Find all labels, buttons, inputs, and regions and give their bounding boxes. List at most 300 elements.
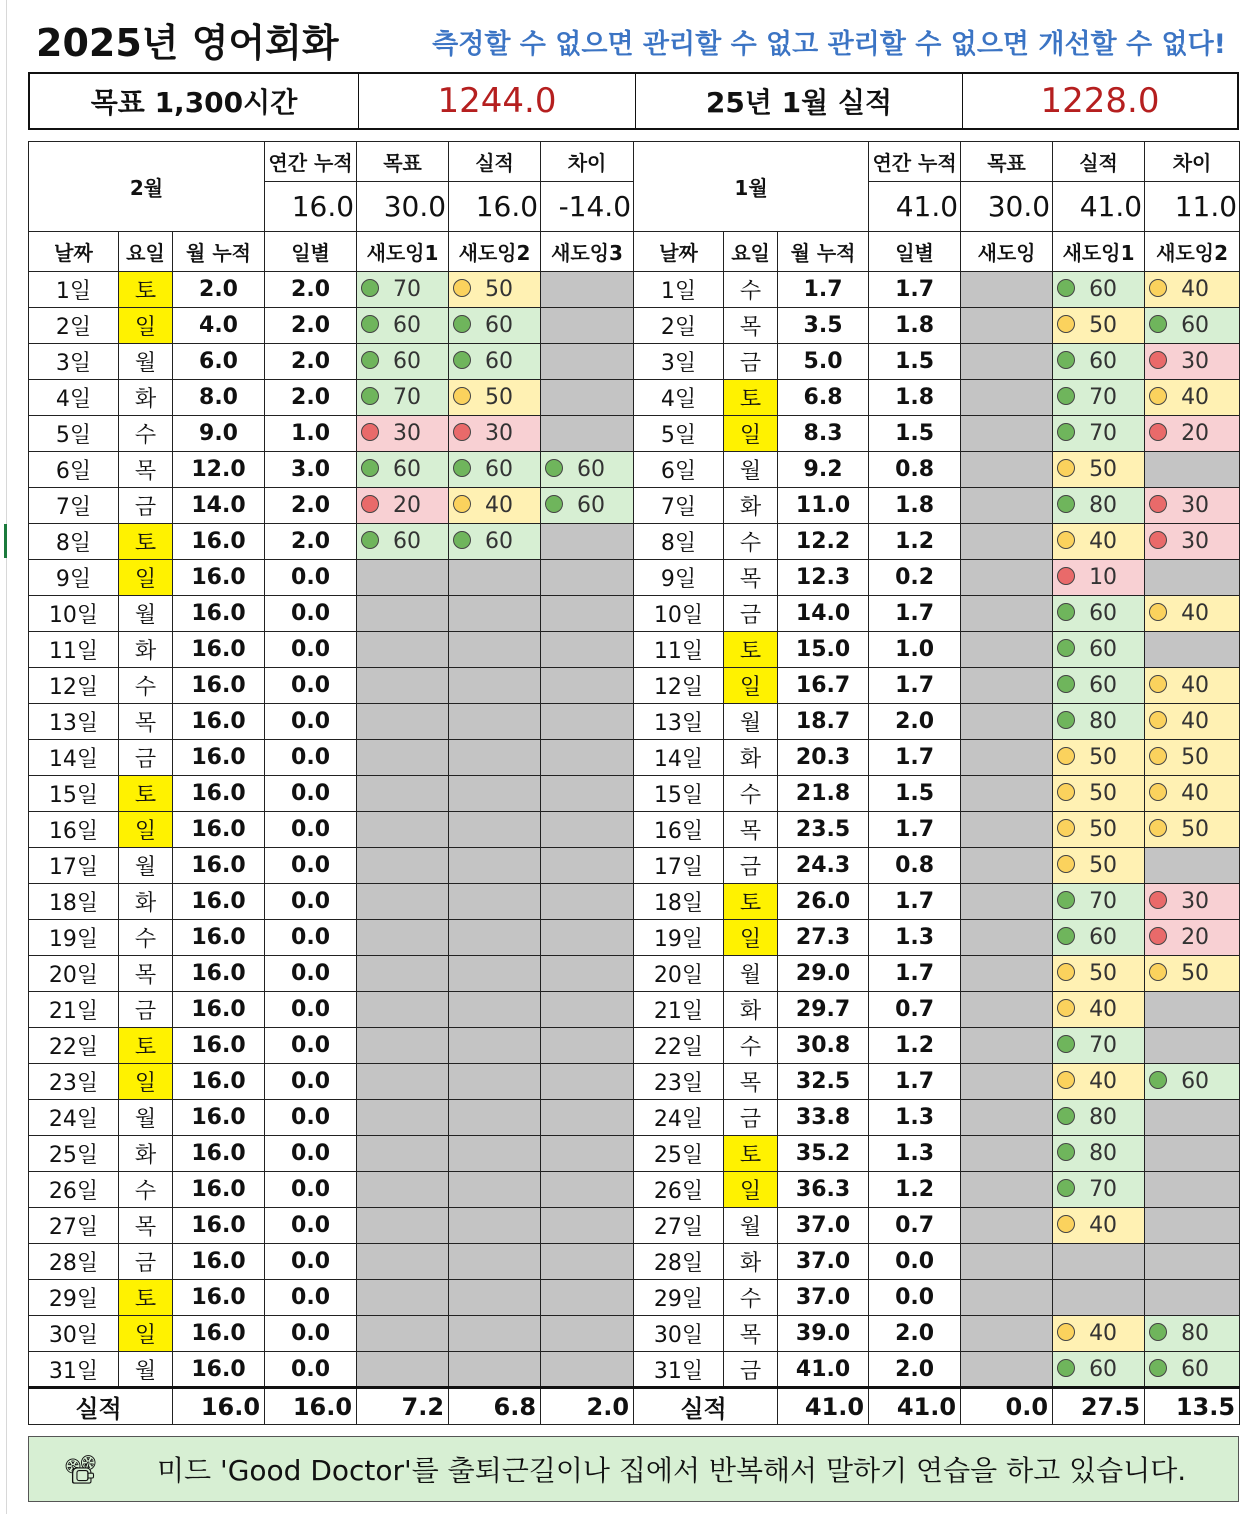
feb-weekday-cell[interactable]: 일 <box>119 1316 173 1352</box>
jan-daily-cell[interactable]: 1.7 <box>869 740 961 776</box>
feb-date-cell[interactable]: 3일 <box>29 344 119 380</box>
jan-shadowing2-cell[interactable] <box>1145 776 1240 812</box>
jan-cumulative-cell[interactable]: 3.5 <box>778 308 869 344</box>
feb-shadowing2-cell-empty[interactable] <box>449 992 541 1028</box>
feb-date-cell[interactable]: 25일 <box>29 1136 119 1172</box>
jan-daily-cell[interactable]: 2.0 <box>869 1352 961 1388</box>
jan-daily-cell[interactable]: 1.8 <box>869 488 961 524</box>
feb-cumulative-cell[interactable]: 16.0 <box>173 524 265 560</box>
feb-shadowing3-cell[interactable] <box>541 488 634 524</box>
feb-shadowing2-cell-empty[interactable] <box>449 1316 541 1352</box>
jan-weekday-cell[interactable]: 토 <box>724 380 778 416</box>
feb-shadowing2-cell-empty[interactable] <box>449 848 541 884</box>
feb-weekday-cell[interactable]: 수 <box>119 1172 173 1208</box>
jan-date-cell[interactable]: 31일 <box>634 1352 724 1388</box>
jan-date-cell[interactable]: 20일 <box>634 956 724 992</box>
feb-shadowing1-cell[interactable] <box>357 272 449 308</box>
jan-daily-cell[interactable]: 1.7 <box>869 956 961 992</box>
column-header[interactable]: 새도잉2 <box>449 232 541 272</box>
jan-cumulative-cell[interactable]: 32.5 <box>778 1064 869 1100</box>
jan-date-cell[interactable]: 2일 <box>634 308 724 344</box>
feb-daily-cell[interactable]: 0.0 <box>265 884 357 920</box>
jan-date-cell[interactable]: 27일 <box>634 1208 724 1244</box>
jan-shadowing2-cell-empty[interactable] <box>1145 632 1240 668</box>
goal-label-cell[interactable] <box>30 74 359 128</box>
feb-shadowing1-cell-empty[interactable] <box>357 1100 449 1136</box>
jan-shadowing1-cell[interactable] <box>1053 1028 1145 1064</box>
jan-diff-value[interactable]: 11.0 <box>1145 182 1240 232</box>
feb-shadowing3-cell-empty[interactable] <box>541 1208 634 1244</box>
feb-weekday-cell[interactable]: 금 <box>119 992 173 1028</box>
column-header[interactable]: 월 누적 <box>778 232 869 272</box>
feb-weekday-cell[interactable]: 토 <box>119 776 173 812</box>
jan-shadowing1-cell[interactable] <box>1053 524 1145 560</box>
jan-daily-cell[interactable]: 1.0 <box>869 632 961 668</box>
jan-shadowing2-cell[interactable] <box>1145 524 1240 560</box>
feb-shadowing1-cell-empty[interactable] <box>357 668 449 704</box>
feb-date-cell[interactable]: 1일 <box>29 272 119 308</box>
feb-date-cell[interactable]: 30일 <box>29 1316 119 1352</box>
feb-weekday-cell[interactable]: 일 <box>119 1064 173 1100</box>
jan-weekday-cell[interactable]: 월 <box>724 1208 778 1244</box>
jan-shadowing1-cell[interactable] <box>1053 596 1145 632</box>
feb-shadowing2-cell-empty[interactable] <box>449 668 541 704</box>
jan-cumulative-cell[interactable]: 35.2 <box>778 1136 869 1172</box>
feb-weekday-cell[interactable]: 목 <box>119 452 173 488</box>
jan-date-cell[interactable]: 3일 <box>634 344 724 380</box>
feb-shadowing3-cell-empty[interactable] <box>541 1244 634 1280</box>
feb-shadowing3-cell-empty[interactable] <box>541 344 634 380</box>
jan-shadowing1-cell[interactable] <box>1053 380 1145 416</box>
jan-shadowing-cell[interactable] <box>961 272 1053 308</box>
feb-shadowing1-cell-empty[interactable] <box>357 992 449 1028</box>
jan-total-cell[interactable]: 27.5 <box>1053 1388 1145 1425</box>
feb-shadowing3-cell-empty[interactable] <box>541 1280 634 1316</box>
feb-daily-cell[interactable]: 0.0 <box>265 560 357 596</box>
jan-total-cell[interactable]: 41.0 <box>778 1388 869 1425</box>
jan-daily-cell[interactable]: 1.3 <box>869 1136 961 1172</box>
jan-shadowing2-cell-empty[interactable] <box>1145 1280 1240 1316</box>
feb-cumulative-cell[interactable]: 16.0 <box>173 1172 265 1208</box>
feb-shadowing1-cell-empty[interactable] <box>357 1028 449 1064</box>
jan-shadowing2-cell[interactable] <box>1145 668 1240 704</box>
feb-shadowing3-cell[interactable] <box>541 452 634 488</box>
jan-shadowing1-cell[interactable] <box>1053 560 1145 596</box>
jan-shadowing2-cell[interactable] <box>1145 1352 1240 1388</box>
feb-daily-cell[interactable]: 0.0 <box>265 1136 357 1172</box>
jan-shadowing-cell[interactable] <box>961 1316 1053 1352</box>
feb-weekday-cell[interactable]: 금 <box>119 488 173 524</box>
feb-cumulative-cell[interactable]: 16.0 <box>173 956 265 992</box>
feb-shadowing2-cell-empty[interactable] <box>449 632 541 668</box>
feb-daily-cell[interactable]: 3.0 <box>265 452 357 488</box>
feb-daily-cell[interactable]: 0.0 <box>265 632 357 668</box>
jan-date-cell[interactable]: 22일 <box>634 1028 724 1064</box>
jan-shadowing-cell[interactable] <box>961 1136 1053 1172</box>
column-header[interactable]: 날짜 <box>29 232 119 272</box>
feb-shadowing3-cell-empty[interactable] <box>541 1172 634 1208</box>
feb-shadowing1-cell-empty[interactable] <box>357 1352 449 1388</box>
feb-daily-cell[interactable]: 0.0 <box>265 1352 357 1388</box>
feb-daily-cell[interactable]: 1.0 <box>265 416 357 452</box>
jan-date-cell[interactable]: 5일 <box>634 416 724 452</box>
jan-shadowing2-cell-empty[interactable] <box>1145 992 1240 1028</box>
feb-date-cell[interactable]: 15일 <box>29 776 119 812</box>
feb-shadowing2-cell[interactable] <box>449 308 541 344</box>
jan-daily-cell[interactable]: 1.2 <box>869 524 961 560</box>
feb-shadowing3-cell-empty[interactable] <box>541 524 634 560</box>
jan-shadowing-cell[interactable] <box>961 884 1053 920</box>
feb-weekday-cell[interactable]: 금 <box>119 1244 173 1280</box>
jan-shadowing1-cell[interactable] <box>1053 1136 1145 1172</box>
feb-weekday-cell[interactable]: 목 <box>119 956 173 992</box>
feb-date-cell[interactable]: 20일 <box>29 956 119 992</box>
jan-daily-cell[interactable]: 2.0 <box>869 1316 961 1352</box>
jan-actual-value[interactable]: 41.0 <box>1053 182 1145 232</box>
feb-total-cell[interactable]: 6.8 <box>449 1388 541 1425</box>
jan-weekday-cell[interactable]: 토 <box>724 884 778 920</box>
feb-shadowing2-cell-empty[interactable] <box>449 704 541 740</box>
feb-date-cell[interactable]: 27일 <box>29 1208 119 1244</box>
feb-shadowing2-cell-empty[interactable] <box>449 1208 541 1244</box>
jan-shadowing1-cell-empty[interactable] <box>1053 1244 1145 1280</box>
jan-weekday-cell[interactable]: 금 <box>724 848 778 884</box>
feb-daily-cell[interactable]: 2.0 <box>265 344 357 380</box>
feb-annual-label[interactable]: 연간 누적 <box>265 142 357 182</box>
jan-shadowing2-cell-empty[interactable] <box>1145 452 1240 488</box>
jan-shadowing-cell[interactable] <box>961 740 1053 776</box>
jan-daily-cell[interactable]: 1.7 <box>869 884 961 920</box>
feb-daily-cell[interactable]: 0.0 <box>265 704 357 740</box>
jan-shadowing1-cell[interactable] <box>1053 848 1145 884</box>
jan-date-cell[interactable]: 25일 <box>634 1136 724 1172</box>
jan-daily-cell[interactable]: 1.3 <box>869 1100 961 1136</box>
jan-shadowing2-cell[interactable] <box>1145 272 1240 308</box>
jan-target-value[interactable]: 30.0 <box>961 182 1053 232</box>
jan-weekday-cell[interactable]: 토 <box>724 1136 778 1172</box>
feb-shadowing1-cell-empty[interactable] <box>357 1064 449 1100</box>
jan-weekday-cell[interactable]: 일 <box>724 668 778 704</box>
jan-total-label[interactable]: 실적 <box>634 1388 778 1425</box>
jan-shadowing-cell[interactable] <box>961 1064 1053 1100</box>
jan-shadowing1-cell[interactable] <box>1053 776 1145 812</box>
feb-daily-cell[interactable]: 0.0 <box>265 848 357 884</box>
feb-cumulative-cell[interactable]: 14.0 <box>173 488 265 524</box>
feb-daily-cell[interactable]: 2.0 <box>265 524 357 560</box>
column-header[interactable]: 새도잉1 <box>357 232 449 272</box>
feb-shadowing1-cell-empty[interactable] <box>357 1280 449 1316</box>
feb-shadowing2-cell[interactable] <box>449 380 541 416</box>
feb-shadowing2-cell-empty[interactable] <box>449 560 541 596</box>
feb-shadowing3-cell-empty[interactable] <box>541 1100 634 1136</box>
jan-shadowing2-cell-empty[interactable] <box>1145 560 1240 596</box>
jan-shadowing1-cell[interactable] <box>1053 992 1145 1028</box>
feb-shadowing2-cell-empty[interactable] <box>449 1100 541 1136</box>
jan-shadowing2-cell[interactable] <box>1145 956 1240 992</box>
jan-weekday-cell[interactable]: 수 <box>724 1280 778 1316</box>
jan-shadowing2-cell[interactable] <box>1145 416 1240 452</box>
feb-weekday-cell[interactable]: 수 <box>119 668 173 704</box>
jan-daily-cell[interactable]: 1.5 <box>869 344 961 380</box>
feb-shadowing3-cell-empty[interactable] <box>541 812 634 848</box>
jan-cumulative-cell[interactable]: 8.3 <box>778 416 869 452</box>
feb-shadowing2-cell[interactable] <box>449 272 541 308</box>
jan-shadowing1-cell[interactable] <box>1053 1316 1145 1352</box>
feb-date-cell[interactable]: 14일 <box>29 740 119 776</box>
jan-shadowing2-cell[interactable] <box>1145 380 1240 416</box>
feb-shadowing2-cell-empty[interactable] <box>449 596 541 632</box>
note-bar[interactable] <box>28 1436 1239 1502</box>
feb-shadowing3-cell-empty[interactable] <box>541 1316 634 1352</box>
jan-weekday-cell[interactable]: 일 <box>724 416 778 452</box>
feb-weekday-cell[interactable]: 토 <box>119 1028 173 1064</box>
feb-daily-cell[interactable]: 0.0 <box>265 1100 357 1136</box>
feb-shadowing1-cell-empty[interactable] <box>357 776 449 812</box>
feb-shadowing2-cell[interactable] <box>449 524 541 560</box>
feb-shadowing3-cell-empty[interactable] <box>541 596 634 632</box>
jan-shadowing2-cell[interactable] <box>1145 1064 1240 1100</box>
feb-shadowing3-cell-empty[interactable] <box>541 704 634 740</box>
jan-shadowing-cell[interactable] <box>961 560 1053 596</box>
jan-weekday-cell[interactable]: 목 <box>724 1064 778 1100</box>
jan-shadowing2-cell-empty[interactable] <box>1145 1136 1240 1172</box>
feb-shadowing3-cell-empty[interactable] <box>541 956 634 992</box>
feb-shadowing1-cell-empty[interactable] <box>357 596 449 632</box>
feb-shadowing2-cell-empty[interactable] <box>449 1064 541 1100</box>
feb-weekday-cell[interactable]: 월 <box>119 344 173 380</box>
jan-shadowing-cell[interactable] <box>961 956 1053 992</box>
jan-cumulative-cell[interactable]: 9.2 <box>778 452 869 488</box>
feb-shadowing3-cell-empty[interactable] <box>541 920 634 956</box>
feb-cumulative-cell[interactable]: 16.0 <box>173 776 265 812</box>
feb-date-cell[interactable]: 26일 <box>29 1172 119 1208</box>
feb-shadowing2-cell[interactable] <box>449 344 541 380</box>
jan-shadowing1-cell[interactable] <box>1053 488 1145 524</box>
feb-date-cell[interactable]: 6일 <box>29 452 119 488</box>
feb-daily-cell[interactable]: 2.0 <box>265 308 357 344</box>
feb-cumulative-cell[interactable]: 16.0 <box>173 920 265 956</box>
jan-date-cell[interactable]: 17일 <box>634 848 724 884</box>
jan-shadowing-cell[interactable] <box>961 848 1053 884</box>
feb-cumulative-cell[interactable]: 16.0 <box>173 1208 265 1244</box>
jan-cumulative-cell[interactable]: 11.0 <box>778 488 869 524</box>
jan-shadowing2-cell[interactable] <box>1145 344 1240 380</box>
jan-date-cell[interactable]: 10일 <box>634 596 724 632</box>
jan-cumulative-cell[interactable]: 14.0 <box>778 596 869 632</box>
feb-cumulative-cell[interactable]: 16.0 <box>173 1028 265 1064</box>
jan-weekday-cell[interactable]: 월 <box>724 704 778 740</box>
jan-date-cell[interactable]: 21일 <box>634 992 724 1028</box>
feb-shadowing2-cell-empty[interactable] <box>449 776 541 812</box>
feb-daily-cell[interactable]: 0.0 <box>265 596 357 632</box>
feb-shadowing3-cell-empty[interactable] <box>541 380 634 416</box>
jan-shadowing-cell[interactable] <box>961 920 1053 956</box>
jan-shadowing2-cell-empty[interactable] <box>1145 1028 1240 1064</box>
jan-shadowing-cell[interactable] <box>961 524 1053 560</box>
jan-shadowing1-cell[interactable] <box>1053 1352 1145 1388</box>
jan-weekday-cell[interactable]: 일 <box>724 920 778 956</box>
jan-daily-cell[interactable]: 1.7 <box>869 812 961 848</box>
feb-cumulative-cell[interactable]: 16.0 <box>173 740 265 776</box>
jan-shadowing2-cell[interactable] <box>1145 812 1240 848</box>
feb-daily-cell[interactable]: 0.0 <box>265 1028 357 1064</box>
feb-shadowing1-cell-empty[interactable] <box>357 1316 449 1352</box>
jan-cumulative-cell[interactable]: 29.7 <box>778 992 869 1028</box>
jan-date-cell[interactable]: 28일 <box>634 1244 724 1280</box>
jan-shadowing1-cell[interactable] <box>1053 308 1145 344</box>
feb-diff-value[interactable]: -14.0 <box>541 182 634 232</box>
feb-shadowing1-cell-empty[interactable] <box>357 1172 449 1208</box>
feb-date-cell[interactable]: 31일 <box>29 1352 119 1388</box>
jan-cumulative-cell[interactable]: 30.8 <box>778 1028 869 1064</box>
feb-weekday-cell[interactable]: 화 <box>119 884 173 920</box>
feb-shadowing1-cell[interactable] <box>357 452 449 488</box>
jan-month-title[interactable]: 1월 <box>634 142 869 232</box>
feb-cumulative-cell[interactable]: 9.0 <box>173 416 265 452</box>
feb-shadowing2-cell-empty[interactable] <box>449 740 541 776</box>
jan-shadowing-cell[interactable] <box>961 344 1053 380</box>
feb-cumulative-cell[interactable]: 16.0 <box>173 1064 265 1100</box>
feb-date-cell[interactable]: 8일 <box>29 524 119 560</box>
jan-shadowing2-cell-empty[interactable] <box>1145 848 1240 884</box>
feb-shadowing3-cell-empty[interactable] <box>541 1136 634 1172</box>
feb-total-cell[interactable]: 16.0 <box>173 1388 265 1425</box>
jan-weekday-cell[interactable]: 토 <box>724 632 778 668</box>
feb-total-cell[interactable]: 7.2 <box>357 1388 449 1425</box>
jan-shadowing-cell[interactable] <box>961 596 1053 632</box>
feb-weekday-cell[interactable]: 월 <box>119 1352 173 1388</box>
feb-shadowing3-cell-empty[interactable] <box>541 416 634 452</box>
feb-date-cell[interactable]: 24일 <box>29 1100 119 1136</box>
jan-shadowing1-cell[interactable] <box>1053 1172 1145 1208</box>
jan-cumulative-cell[interactable]: 18.7 <box>778 704 869 740</box>
column-header[interactable]: 일별 <box>265 232 357 272</box>
feb-shadowing3-cell-empty[interactable] <box>541 272 634 308</box>
feb-weekday-cell[interactable]: 월 <box>119 596 173 632</box>
feb-actual-label[interactable]: 실적 <box>449 142 541 182</box>
jan-date-cell[interactable]: 8일 <box>634 524 724 560</box>
jan-daily-cell[interactable]: 1.7 <box>869 1064 961 1100</box>
column-header[interactable]: 새도잉 <box>961 232 1053 272</box>
jan-weekday-cell[interactable]: 금 <box>724 1352 778 1388</box>
feb-shadowing1-cell-empty[interactable] <box>357 704 449 740</box>
jan-shadowing-cell[interactable] <box>961 488 1053 524</box>
jan-date-cell[interactable]: 4일 <box>634 380 724 416</box>
feb-shadowing3-cell-empty[interactable] <box>541 848 634 884</box>
feb-date-cell[interactable]: 2일 <box>29 308 119 344</box>
feb-daily-cell[interactable]: 2.0 <box>265 488 357 524</box>
jan-cumulative-cell[interactable]: 37.0 <box>778 1208 869 1244</box>
jan-weekday-cell[interactable]: 목 <box>724 308 778 344</box>
jan-daily-cell[interactable]: 1.5 <box>869 776 961 812</box>
feb-weekday-cell[interactable]: 목 <box>119 1208 173 1244</box>
jan-label-cell[interactable] <box>636 74 963 128</box>
feb-shadowing2-cell[interactable] <box>449 488 541 524</box>
feb-total-label[interactable]: 실적 <box>29 1388 173 1425</box>
feb-weekday-cell[interactable]: 화 <box>119 632 173 668</box>
feb-shadowing3-cell-empty[interactable] <box>541 740 634 776</box>
column-header[interactable]: 월 누적 <box>173 232 265 272</box>
jan-date-cell[interactable]: 30일 <box>634 1316 724 1352</box>
feb-daily-cell[interactable]: 0.0 <box>265 1064 357 1100</box>
jan-daily-cell[interactable]: 1.7 <box>869 272 961 308</box>
feb-cumulative-cell[interactable]: 16.0 <box>173 1280 265 1316</box>
jan-cumulative-cell[interactable]: 36.3 <box>778 1172 869 1208</box>
feb-shadowing2-cell-empty[interactable] <box>449 956 541 992</box>
jan-shadowing2-cell-empty[interactable] <box>1145 1100 1240 1136</box>
jan-cumulative-cell[interactable]: 12.3 <box>778 560 869 596</box>
feb-daily-cell[interactable]: 0.0 <box>265 812 357 848</box>
jan-weekday-cell[interactable]: 수 <box>724 272 778 308</box>
jan-diff-label[interactable]: 차이 <box>1145 142 1240 182</box>
feb-date-cell[interactable]: 4일 <box>29 380 119 416</box>
column-header[interactable]: 요일 <box>119 232 173 272</box>
jan-shadowing1-cell[interactable] <box>1053 1208 1145 1244</box>
jan-shadowing2-cell-empty[interactable] <box>1145 1208 1240 1244</box>
feb-cumulative-cell[interactable]: 16.0 <box>173 992 265 1028</box>
feb-daily-cell[interactable]: 0.0 <box>265 740 357 776</box>
jan-shadowing2-cell[interactable] <box>1145 884 1240 920</box>
jan-date-cell[interactable]: 23일 <box>634 1064 724 1100</box>
jan-date-cell[interactable]: 15일 <box>634 776 724 812</box>
feb-date-cell[interactable]: 7일 <box>29 488 119 524</box>
feb-actual-value[interactable]: 16.0 <box>449 182 541 232</box>
feb-weekday-cell[interactable]: 화 <box>119 380 173 416</box>
jan-daily-cell[interactable]: 0.8 <box>869 848 961 884</box>
jan-shadowing1-cell[interactable] <box>1053 668 1145 704</box>
jan-weekday-cell[interactable]: 수 <box>724 524 778 560</box>
feb-weekday-cell[interactable]: 일 <box>119 560 173 596</box>
feb-weekday-cell[interactable]: 월 <box>119 1100 173 1136</box>
jan-shadowing1-cell[interactable] <box>1053 956 1145 992</box>
jan-daily-cell[interactable]: 0.0 <box>869 1244 961 1280</box>
feb-diff-label[interactable]: 차이 <box>541 142 634 182</box>
feb-shadowing2-cell[interactable] <box>449 416 541 452</box>
feb-date-cell[interactable]: 18일 <box>29 884 119 920</box>
jan-shadowing2-cell-empty[interactable] <box>1145 1244 1240 1280</box>
jan-shadowing-cell[interactable] <box>961 452 1053 488</box>
jan-weekday-cell[interactable]: 수 <box>724 1028 778 1064</box>
jan-shadowing-cell[interactable] <box>961 812 1053 848</box>
feb-weekday-cell[interactable]: 토 <box>119 524 173 560</box>
jan-date-cell[interactable]: 19일 <box>634 920 724 956</box>
feb-target-label[interactable]: 목표 <box>357 142 449 182</box>
jan-annual-value[interactable]: 41.0 <box>869 182 961 232</box>
jan-cumulative-cell[interactable]: 12.2 <box>778 524 869 560</box>
goal-value-cell[interactable] <box>359 74 636 128</box>
feb-weekday-cell[interactable]: 일 <box>119 308 173 344</box>
feb-shadowing3-cell-empty[interactable] <box>541 632 634 668</box>
column-header[interactable]: 일별 <box>869 232 961 272</box>
jan-weekday-cell[interactable]: 금 <box>724 344 778 380</box>
jan-shadowing1-cell[interactable] <box>1053 452 1145 488</box>
jan-shadowing1-cell[interactable] <box>1053 344 1145 380</box>
jan-date-cell[interactable]: 1일 <box>634 272 724 308</box>
feb-shadowing1-cell-empty[interactable] <box>357 956 449 992</box>
feb-date-cell[interactable]: 11일 <box>29 632 119 668</box>
feb-cumulative-cell[interactable]: 4.0 <box>173 308 265 344</box>
feb-total-cell[interactable]: 16.0 <box>265 1388 357 1425</box>
feb-daily-cell[interactable]: 0.0 <box>265 992 357 1028</box>
jan-shadowing1-cell[interactable] <box>1053 416 1145 452</box>
jan-weekday-cell[interactable]: 목 <box>724 560 778 596</box>
jan-weekday-cell[interactable]: 월 <box>724 452 778 488</box>
jan-shadowing2-cell[interactable] <box>1145 308 1240 344</box>
column-header[interactable]: 날짜 <box>634 232 724 272</box>
jan-daily-cell[interactable]: 0.8 <box>869 452 961 488</box>
feb-cumulative-cell[interactable]: 16.0 <box>173 560 265 596</box>
feb-shadowing1-cell-empty[interactable] <box>357 560 449 596</box>
